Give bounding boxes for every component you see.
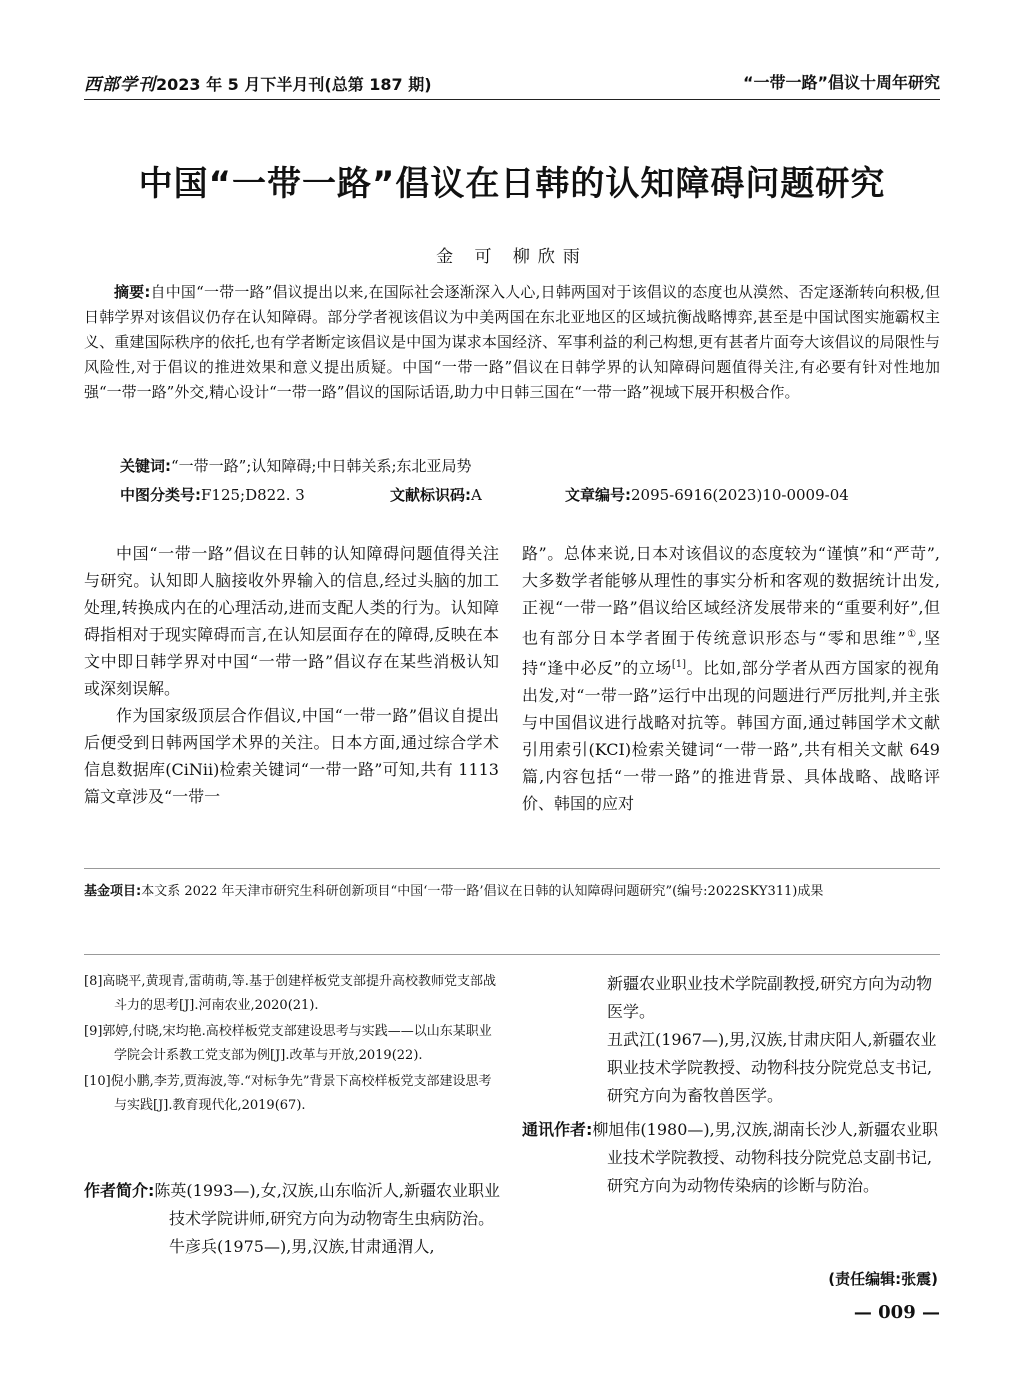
article-no-line [565,484,849,505]
abstract-text: 自中国“一带一路”倡议提出以来,在国际社会逐渐深入人心,日韩两国对于该倡议的态度也从漠然、否定逐渐转向积极,但日韩学界对该倡议仍存在认知障碍。部分学者视该倡议为中美两国在东北亚地区的区域抗衡战略博弈,甚至是中国试图实施霸权主义、重建国际秩序的依托,也有学者断定该倡议是中国为谋求本国经济、军事利益的利己构想,更有甚者片面夸大该倡议的局限性与风险性,对于倡议的推进效果和意义提出质疑。中国“一带一路”倡议在日韩学界的认知障碍问题值得关注,有必要有针对性地加强“一带一路”外交,精心设计“一带一路”倡议的国际话语,助力中日韩三国在“一带一路”视域下展开积极合作。 [84,283,941,401]
section-rule [84,954,940,955]
body-text: ,坚持“逢中必反”的立场 [522,628,940,678]
funding-label: 基金项目: [84,884,142,899]
author-bio-3: 丑武江(1967—),男,汉族,甘肃庆阳人,新疆农业职业技术学院教授、动物科技分院党总支书记,研究方向为畜牧兽医学。 [607,1030,937,1105]
body-text: 。比如,部分学者从西方国家的视角出发,对“一带一路”运行中出现的问题进行严厉批判,并主张与中国倡议进行战略对抗等。韩国方面,通过韩国学术文献引用索引(KCI)检索关键词“一带一路”,共有相关文献 649 篇,内容包括“一带一路”的推进背景、具体战略、战略评价、韩国的应对 [522,658,940,813]
corresponding-author [522,1116,940,1200]
funding-text: 本文系 2022 年天津市研究生科研创新项目“中国‘一带一路’倡议在日韩的认知障碍问题研究”(编号:2022SKY311)成果 [141,884,824,899]
author-bio-text: 陈英(1993—),女,汉族,山东临沂人,新疆农业职业技术学院讲师,研究方向为动物寄生虫病防治。 [154,1181,500,1228]
author-bio-1 [84,1177,504,1233]
author-bio-right [522,970,940,1200]
article-title: 中国“一带一路”倡议在日韩的认知障碍问题研究 [138,164,886,204]
issue-info: 2023 年 5 月下半月刊(总第 187 期) [156,75,432,94]
responsible-editor: (责任编辑:张震) [828,1270,938,1288]
author-bio-2: 牛彦兵(1975—),男,汉族,甘肃通渭人, [169,1237,435,1256]
author-bio-left [84,1177,504,1261]
running-header-left [84,70,432,95]
corresponding-label: 通讯作者: [522,1120,593,1139]
clc-line [120,484,305,505]
author-bio-label: 作者简介: [84,1181,155,1200]
article-no-value: 2095-6916(2023)10-0009-04 [631,486,849,504]
body-column-right [522,540,940,817]
header-rule [84,99,940,100]
body-text: 路”。总体来说,日本对该倡议的态度较为“谨慎”和“严苛”,大多数学者能够从理性的事实分析和客观的数据统计出发,正视“一带一路”倡议给区域经济发展带来的“重要利好”,但也有部分日本学者囿于传统意识形态与“零和思维” [522,544,940,648]
body-paragraph: 中国“一带一路”倡议在日韩的认知障碍问题值得关注与研究。认知即人脑接收外界输入的信息,经过头脑的加工处理,转换成内在的心理活动,进而支配人类的行为。认知障碍指相对于现实障碍而言,在认知层面存在的障碍,反映在本文中即日韩学界对中国“一带一路”倡议存在某些消极认知或深刻误解。 [84,544,499,698]
doc-code-line [390,484,482,505]
journal-logo: 西部学刊 [84,75,156,95]
author-bio-2-cont: 新疆农业职业技术学院副教授,研究方向为动物医学。 [607,974,933,1021]
page-number: — 009 — [853,1302,940,1323]
reference-item: [9]郭婷,付晓,宋均艳.高校样板党支部建设思考与实践——以山东某职业学院会计系教工党支部为例[J].改革与开放,2019(22). [84,1024,492,1063]
citation-marker: [1] [671,659,687,671]
doc-code-label: 文献标识码: [390,486,471,504]
reference-item: [10]倪小鹏,李芳,贾海波,等.“对标争先”背景下高校样板党支部建设思考与实践[J].教育现代化,2019(67). [84,1074,492,1113]
corresponding-text: 柳旭伟(1980—),男,汉族,湖南长沙人,新疆农业职业技术学院教授、动物科技分院党总支副书记,研究方向为动物传染病的诊断与防治。 [592,1120,938,1195]
abstract [84,280,940,405]
keywords: “一带一路”;认知障碍;中日韩关系;东北亚局势 [171,457,472,475]
column-title: “一带一路”倡议十周年研究 [742,73,940,92]
funding-rule [84,868,940,869]
body-paragraph: 作为国家级顶层合作倡议,中国“一带一路”倡议自提出后便受到日韩两国学术界的关注。日本方面,通过综合学术信息数据库(CiNii)检索关键词“一带一路”可知,共有 1113 篇文章涉及“一带一 [84,706,499,806]
funding-note [84,880,940,903]
article-authors: 金 可 柳欣雨 [436,247,588,267]
body-paragraph [522,540,940,817]
reference-list [84,970,504,1120]
doc-code-value: A [471,486,482,504]
clc-value: F125;D822. 3 [201,486,305,504]
clc-label: 中图分类号: [120,486,201,504]
reference-item: [8]高晓平,黄现青,雷萌萌,等.基于创建样板党支部提升高校教师党支部战斗力的思考[J].河南农业,2020(21). [84,974,496,1013]
body-column-left [84,540,499,810]
keywords-label: 关键词: [120,457,171,475]
article-no-label: 文章编号: [565,486,631,504]
footnote-marker: ① [905,629,918,640]
abstract-label: 摘要: [114,283,151,301]
keywords-line [120,455,472,476]
